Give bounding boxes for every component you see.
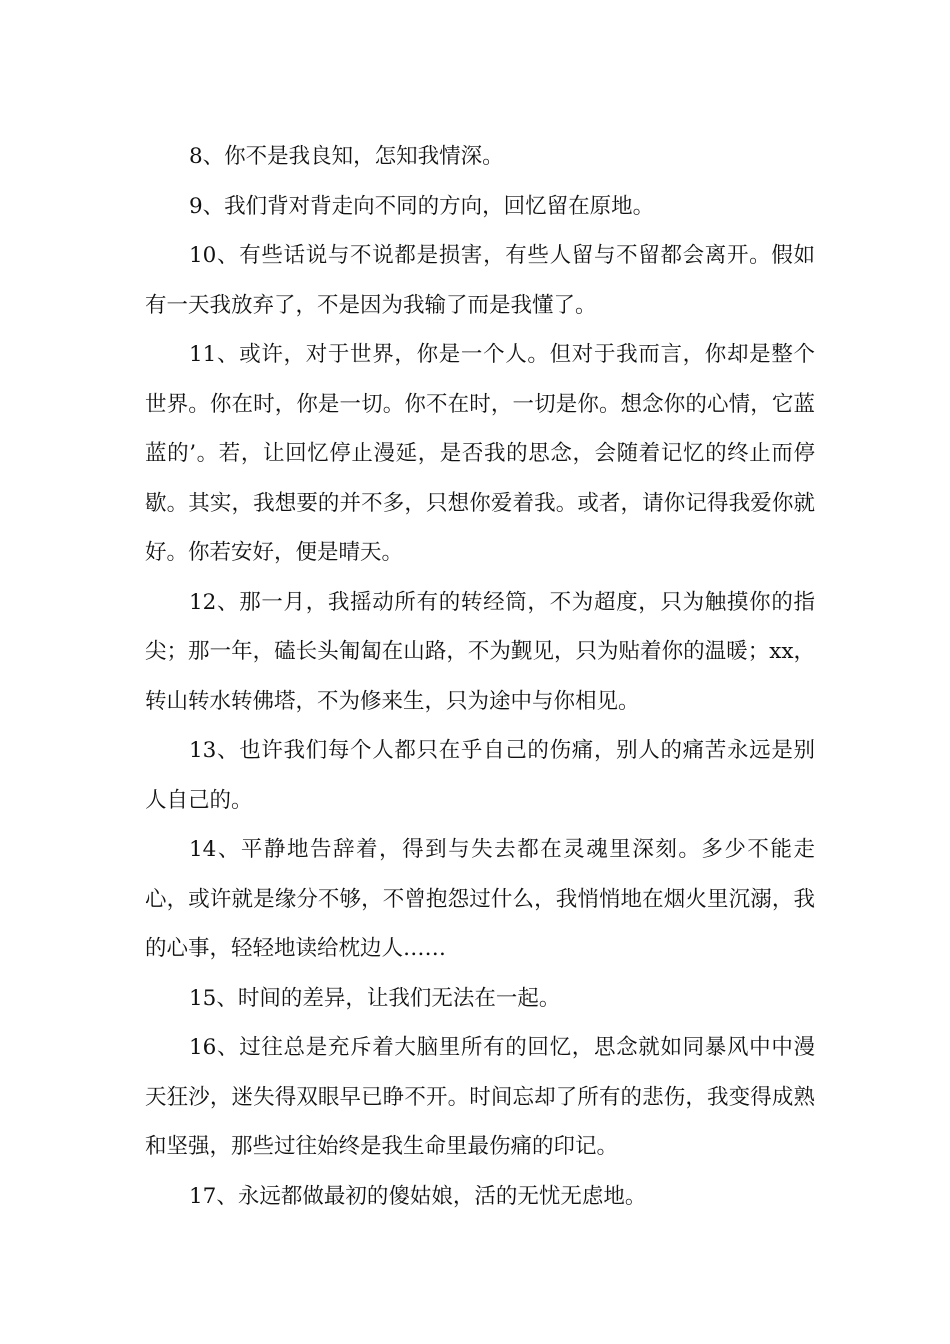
paragraph-17: 17、永远都做最初的傻姑娘，活的无忧无虑地。	[189, 1183, 647, 1209]
paragraph-9: 9、我们背对背走向不同的方向，回忆留在原地。	[189, 193, 655, 219]
paragraph-16: 16、过往总是充斥着大脑里所有的回忆，思念就如同暴风中中漫天狂沙，迷失得双眼早已睁不开。时间忘却了所有的悲伤，我变得成熟和坚强，那些过往始终是我生命里最伤痛的印记。	[145, 1035, 815, 1159]
paragraph-13: 13、也许我们每个人都只在乎自己的伤痛，别人的痛苦永远是别人自己的。	[145, 738, 815, 813]
paragraph-11: 11、或许，对于世界，你是一个人。但对于我而言，你却是整个世界。你在时，你是一切。你不在时，一切是你。想念你的心情，它蓝蓝的’。若，让回忆停止漫延，是否我的思念，会随着记忆的终止而停歇。其实，我想要的并不多，只想你爱着我。或者，请你记得我爱你就好。你若安好，便是晴天。	[145, 342, 815, 565]
paragraph-15: 15、时间的差异，让我们无法在一起。	[189, 985, 561, 1011]
paragraph-14: 14、平静地告辞着，得到与失去都在灵魂里深刻。多少不能走心，或许就是缘分不够，不曾抱怨过什么，我悄悄地在烟火里沉溺，我的心事，轻轻地读给枕边人……	[145, 837, 815, 961]
paragraph-8: 8、你不是我良知，怎知我情深。	[189, 144, 504, 169]
paragraph-12: 12、那一月，我摇动所有的转经筒，不为超度，只为触摸你的指尖；那一年，磕长头匍匐在山路，不为觐见，只为贴着你的温暖；xx，转山转水转佛塔，不为修来生，只为途中与你相见。	[145, 589, 815, 714]
paragraph-10: 10、有些话说与不说都是损害，有些人留与不留都会离开。假如有一天我放弃了，不是因为我输了而是我懂了。	[145, 243, 815, 318]
document-page	[145, 132, 815, 1221]
